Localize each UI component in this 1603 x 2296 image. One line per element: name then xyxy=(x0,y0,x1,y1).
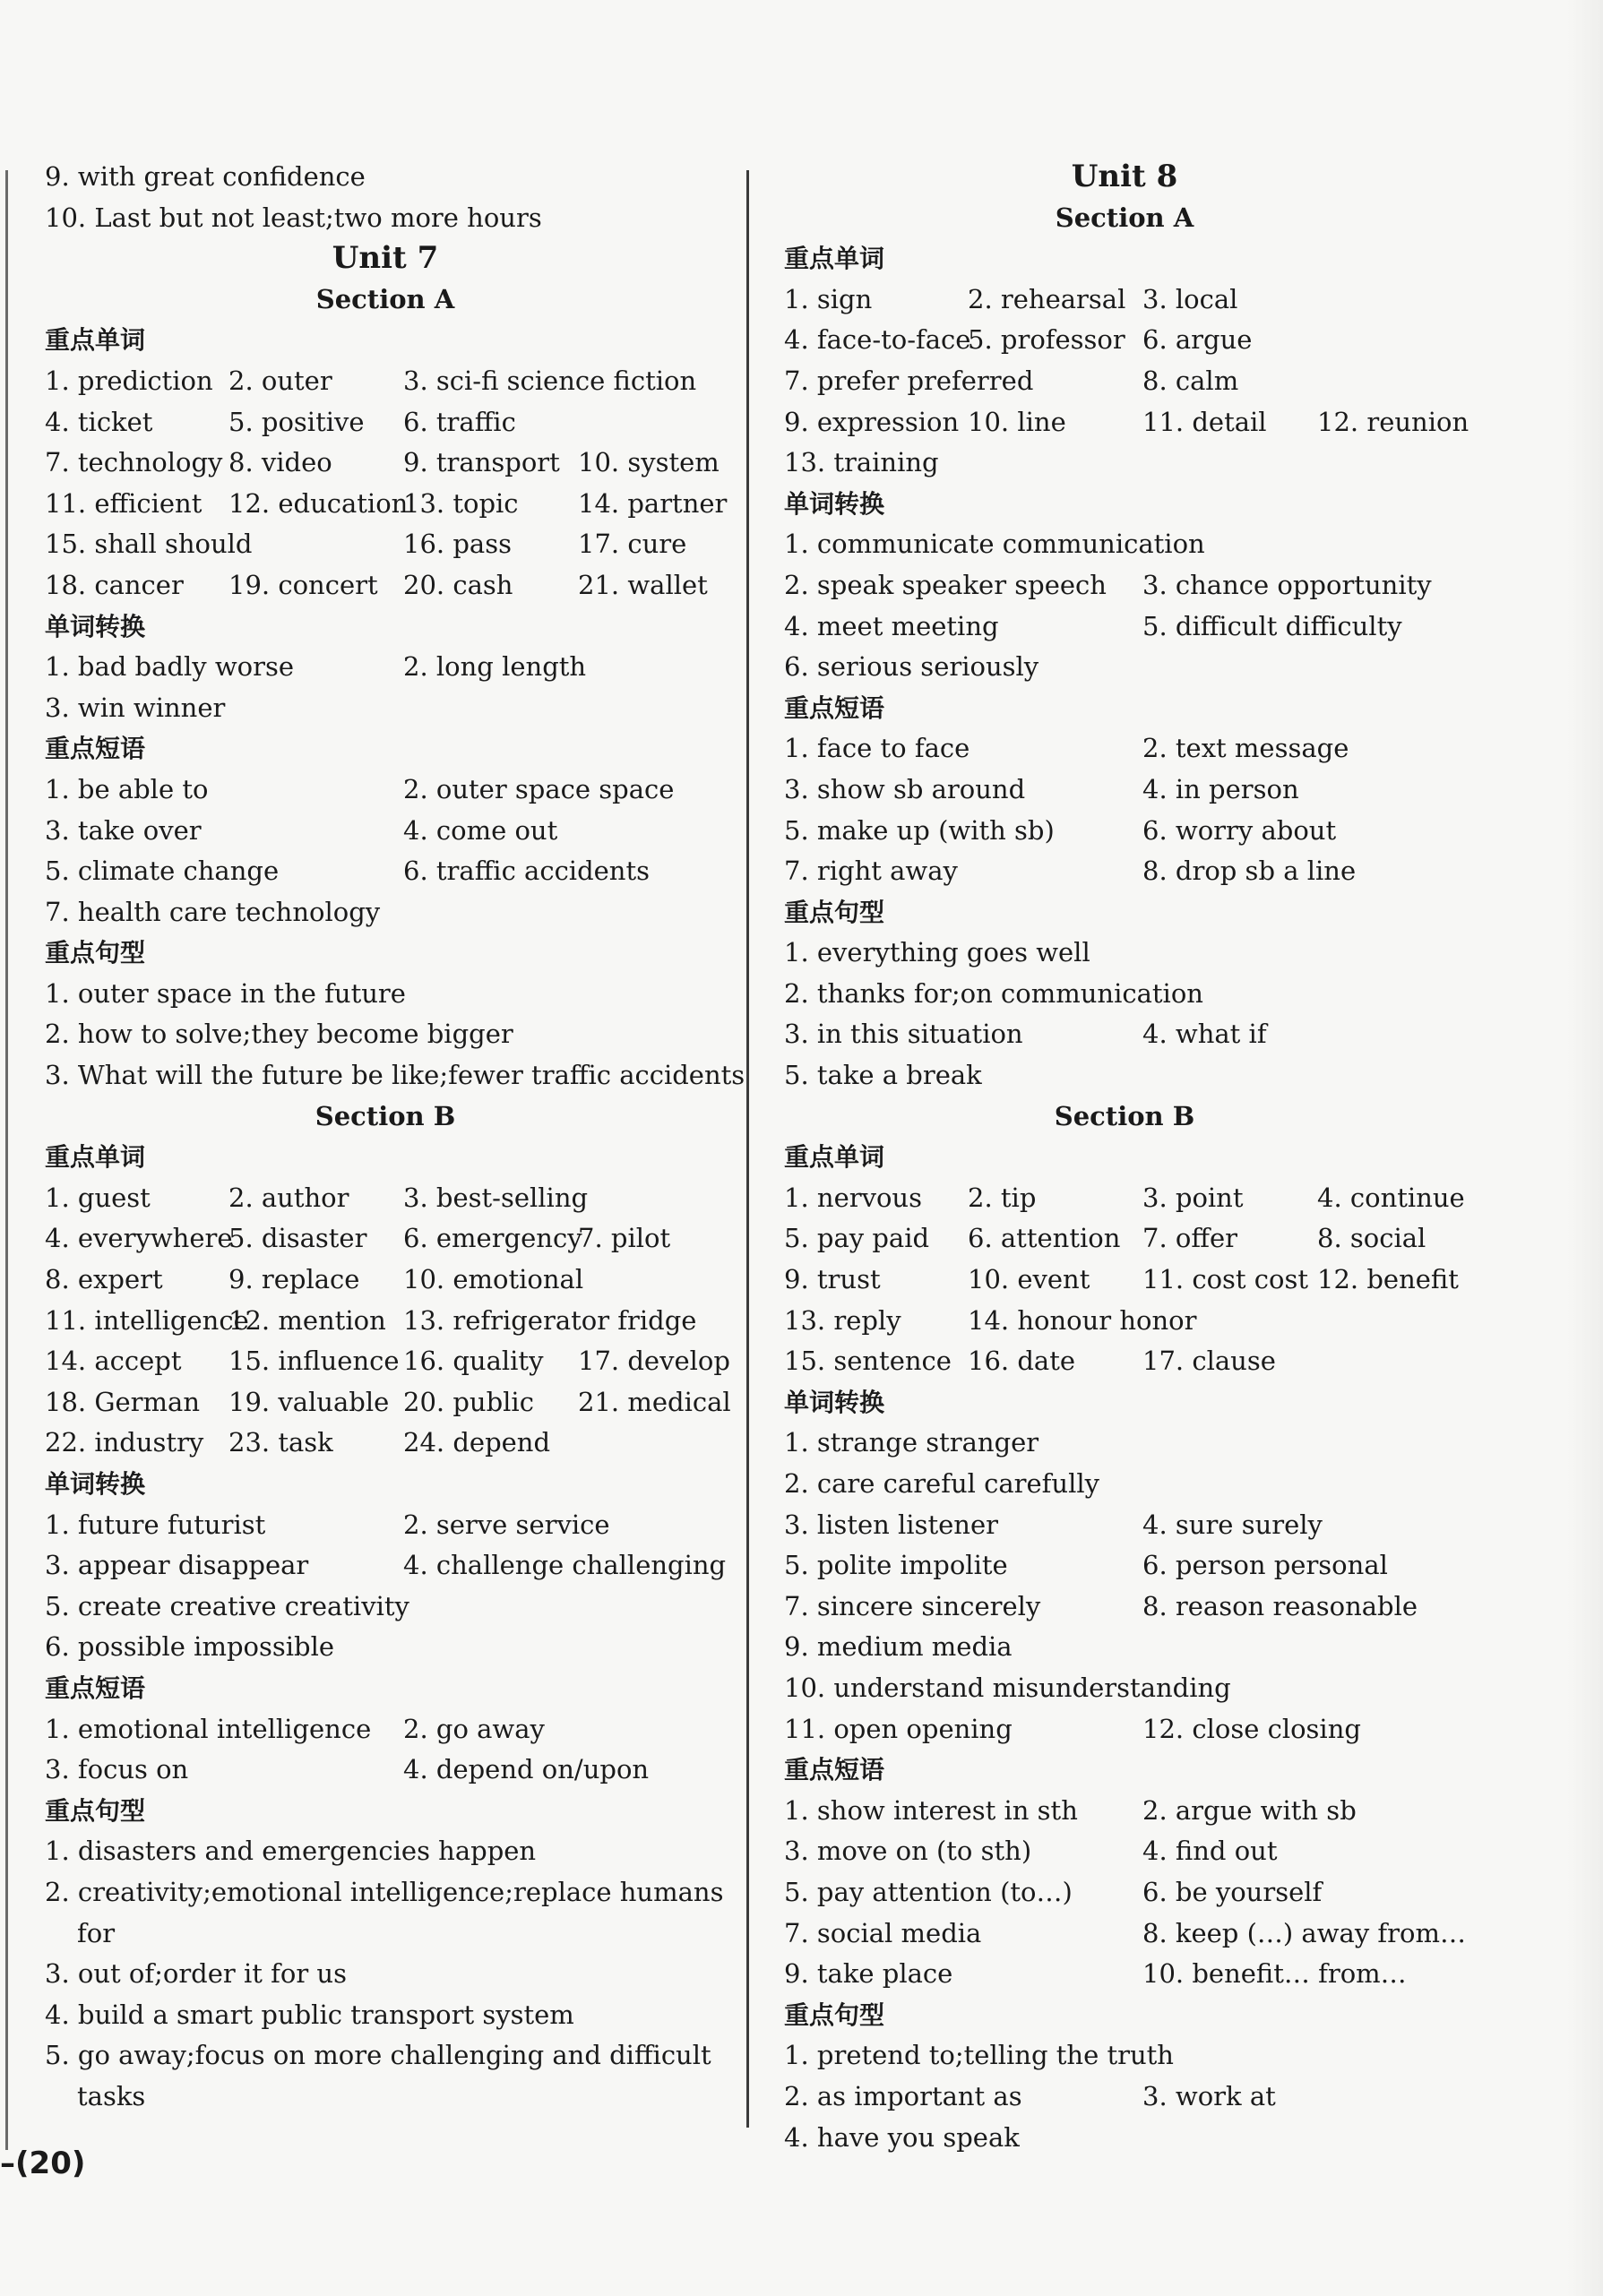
answer-line: 1. strange stranger xyxy=(784,1427,1039,1458)
left-column xyxy=(45,157,745,2118)
answer-item: 4. what if xyxy=(1142,1019,1267,1050)
answer-row xyxy=(45,1382,731,1423)
answer-item: 11. efficient xyxy=(45,487,203,519)
answer-row xyxy=(45,1301,726,1342)
answer-item: 1. show interest in sth xyxy=(784,1794,1078,1826)
answer-line: 6. serious seriously xyxy=(784,651,1039,683)
answer-item: 7. pilot xyxy=(578,1223,671,1254)
answer-item: 7. technology xyxy=(45,447,223,478)
answer-item: 3. show sb around xyxy=(784,773,1026,804)
answer-row xyxy=(45,1218,726,1260)
answer-item: 14. accept xyxy=(45,1346,182,1377)
answer-item: 2. long length xyxy=(403,651,587,683)
answer-row xyxy=(784,1709,1465,1750)
answer-item: 4. depend on/upon xyxy=(403,1754,650,1785)
answer-item: 7. social media xyxy=(784,1917,982,1948)
answer-item: 1. bad badly worse xyxy=(45,651,295,683)
answer-item: 1. face to face xyxy=(784,733,970,764)
answer-line: 1. communicate communication xyxy=(784,529,1205,560)
answer-line: 3. win winner xyxy=(45,692,226,723)
category-heading: 重点短语 xyxy=(784,1755,885,1785)
answer-row xyxy=(784,1301,1465,1342)
answer-item: 13. topic xyxy=(403,487,519,519)
answer-row xyxy=(784,1587,1465,1628)
answer-item: 2. text message xyxy=(1142,733,1349,764)
answer-line: 3. out of;order it for us xyxy=(45,1958,347,1990)
answer-item: 11. detail xyxy=(1142,406,1267,437)
answer-line-continuation: tasks xyxy=(77,2080,146,2111)
answer-item: 5. positive xyxy=(228,406,365,437)
category-heading: 重点单词 xyxy=(45,1142,146,1173)
section-title: Section B xyxy=(1054,1100,1195,1131)
answer-item: 3. local xyxy=(1142,283,1238,314)
answer-item: 11. intelligence xyxy=(45,1304,249,1336)
answer-item: 2. speak speaker speech xyxy=(784,569,1107,600)
answer-row xyxy=(784,1913,1465,1955)
answer-item: 4. everywhere xyxy=(45,1223,233,1254)
answer-item: 3. appear disappear xyxy=(45,1550,309,1581)
category-heading: 重点单词 xyxy=(45,325,146,356)
answer-line: 5. go away;focus on more challenging and difficult xyxy=(45,2040,711,2071)
answer-line: 5. take a break xyxy=(784,1060,982,1091)
answer-row xyxy=(45,1178,726,1219)
section-title: Section B xyxy=(315,1100,456,1131)
answer-line: 9. with great confidence xyxy=(45,161,366,192)
answer-row xyxy=(45,484,726,525)
answer-item: 10. emotional xyxy=(403,1264,584,1295)
answer-item: 17. cure xyxy=(578,529,687,560)
answer-item: 16. date xyxy=(968,1346,1076,1377)
answer-item: 10. line xyxy=(968,406,1066,437)
answer-row xyxy=(784,851,1465,892)
answer-item: 12. close closing xyxy=(1142,1713,1361,1744)
answer-row xyxy=(784,565,1465,606)
answer-item: 3. focus on xyxy=(45,1754,189,1785)
answer-item: 8. reason reasonable xyxy=(1142,1590,1418,1621)
answer-item: 2. outer xyxy=(228,365,332,396)
answer-item: 4. find out xyxy=(1142,1836,1278,1867)
category-heading: 重点短语 xyxy=(45,1673,146,1703)
answer-item: 6. be yourself xyxy=(1142,1876,1323,1907)
answer-item: 7. prefer preferred xyxy=(784,365,1034,396)
answer-row xyxy=(784,1831,1465,1872)
answer-row xyxy=(45,1545,726,1587)
answer-item: 2. serve service xyxy=(403,1509,610,1540)
section-title: Section A xyxy=(1055,202,1194,233)
answer-item: 2. go away xyxy=(403,1713,545,1744)
answer-item: 4. come out xyxy=(403,814,558,846)
answer-item: 1. prediction xyxy=(45,365,213,396)
category-heading: 单词转换 xyxy=(784,1387,885,1417)
answer-row xyxy=(784,279,1465,321)
answer-item: 3. move on (to sth) xyxy=(784,1836,1032,1867)
unit-title: Unit 7 xyxy=(332,240,439,277)
answer-item: 8. social xyxy=(1317,1223,1426,1254)
answer-item: 20. cash xyxy=(403,569,513,600)
answer-line: 2. thanks for;on communication xyxy=(784,977,1203,1009)
answer-item: 22. industry xyxy=(45,1427,204,1458)
answer-line: 1. pretend to;telling the truth xyxy=(784,2040,1174,2071)
answer-row xyxy=(784,1218,1465,1260)
answer-row xyxy=(784,1014,1465,1055)
answer-item: 3. work at xyxy=(1142,2080,1276,2111)
answer-item: 8. calm xyxy=(1142,365,1239,396)
answer-item: 1. future futurist xyxy=(45,1509,266,1540)
answer-line: 2. how to solve;they become bigger xyxy=(45,1019,513,1050)
answer-line: 7. health care technology xyxy=(45,896,381,927)
answer-item: 9. transport xyxy=(403,447,560,478)
answer-item: 8. keep (…) away from… xyxy=(1142,1917,1466,1948)
answer-item: 23. task xyxy=(228,1427,333,1458)
answer-item: 5. disaster xyxy=(228,1223,367,1254)
answer-item: 10. system xyxy=(578,447,720,478)
answer-item: 1. guest xyxy=(45,1182,151,1213)
category-heading: 重点句型 xyxy=(45,1795,146,1826)
answer-item: 3. sci-fi science fiction xyxy=(403,365,697,396)
answer-row xyxy=(45,647,726,688)
answer-item: 6. person personal xyxy=(1142,1550,1388,1581)
answer-item: 3. listen listener xyxy=(784,1509,998,1540)
answer-item: 21. wallet xyxy=(578,569,708,600)
answer-line: 1. outer space in the future xyxy=(45,977,406,1009)
answer-row xyxy=(784,1178,1465,1219)
answer-line: 2. creativity;emotional intelligence;replace humans xyxy=(45,1876,724,1907)
answer-item: 8. video xyxy=(228,447,332,478)
category-heading: 重点句型 xyxy=(45,938,146,968)
answer-item: 2. tip xyxy=(968,1182,1037,1213)
answer-line: 4. have you speak xyxy=(784,2121,1020,2153)
answer-item: 7. right away xyxy=(784,856,958,887)
answer-item: 2. author xyxy=(228,1182,349,1213)
answer-item: 2. as important as xyxy=(784,2080,1022,2111)
answer-item: 5. difficult difficulty xyxy=(1142,610,1402,641)
column-divider xyxy=(746,170,749,2128)
answer-line: 5. create creative creativity xyxy=(45,1590,409,1621)
answer-item: 1. sign xyxy=(784,283,873,314)
answer-item: 7. sincere sincerely xyxy=(784,1590,1041,1621)
answer-item: 6. traffic accidents xyxy=(403,856,651,887)
answer-item: 19. concert xyxy=(228,569,378,600)
answer-item: 9. replace xyxy=(228,1264,360,1295)
answer-item: 5. polite impolite xyxy=(784,1550,1008,1581)
answer-item: 5. climate change xyxy=(45,856,280,887)
answer-row xyxy=(45,1709,726,1750)
answer-item: 17. clause xyxy=(1142,1346,1276,1377)
answer-item: 2. rehearsal xyxy=(968,283,1126,314)
answer-item: 9. expression xyxy=(784,406,960,437)
answer-row xyxy=(45,1423,726,1464)
category-heading: 重点短语 xyxy=(784,692,885,723)
answer-row xyxy=(45,1341,730,1382)
answer-item: 4. challenge challenging xyxy=(403,1550,727,1581)
answer-item: 18. German xyxy=(45,1386,200,1417)
answer-row xyxy=(45,361,726,402)
answer-row xyxy=(45,770,726,811)
answer-item: 14. partner xyxy=(578,487,728,519)
answer-item: 21. medical xyxy=(578,1386,731,1417)
answer-row xyxy=(784,402,1469,443)
answer-item: 17. develop xyxy=(578,1346,730,1377)
category-heading: 重点句型 xyxy=(784,897,885,927)
answer-item: 24. depend xyxy=(403,1427,551,1458)
answer-row xyxy=(45,851,726,892)
answer-item: 14. honour honor xyxy=(968,1304,1197,1336)
answer-line: 6. possible impossible xyxy=(45,1631,335,1663)
answer-line: 1. disasters and emergencies happen xyxy=(45,1836,537,1867)
answer-item: 9. trust xyxy=(784,1264,881,1295)
section-title: Section A xyxy=(315,283,455,314)
answer-row xyxy=(784,2077,1465,2118)
right-column xyxy=(784,157,1469,2158)
answer-item: 1. emotional intelligence xyxy=(45,1713,372,1744)
answer-item: 2. argue with sb xyxy=(1142,1794,1357,1826)
answer-item: 3. point xyxy=(1142,1182,1244,1213)
answer-item: 4. ticket xyxy=(45,406,153,437)
answer-line: 13. training xyxy=(784,447,939,478)
category-heading: 重点短语 xyxy=(45,734,146,764)
answer-row xyxy=(784,1545,1465,1587)
answer-item: 8. drop sb a line xyxy=(1142,856,1357,887)
answer-item: 10. event xyxy=(968,1264,1090,1295)
answer-item: 12. education xyxy=(228,487,409,519)
answer-item: 18. cancer xyxy=(45,569,184,600)
answer-line: 4. build a smart public transport system xyxy=(45,1999,574,2030)
answer-row xyxy=(784,1872,1465,1913)
answer-row xyxy=(784,728,1465,770)
answer-line: 10. Last but not least;two more hours xyxy=(45,202,542,233)
unit-title: Unit 8 xyxy=(1071,159,1178,194)
answer-item: 4. continue xyxy=(1317,1182,1465,1213)
answer-item: 2. outer space space xyxy=(403,773,675,804)
category-heading: 单词转换 xyxy=(45,611,146,641)
answer-row xyxy=(784,1260,1465,1301)
answer-row xyxy=(45,811,726,852)
left-edge-rule xyxy=(5,170,8,2150)
answer-item: 15. sentence xyxy=(784,1346,952,1377)
answer-item: 15. shall should xyxy=(45,529,253,560)
answer-row xyxy=(784,606,1465,648)
answer-row xyxy=(45,1505,726,1546)
answer-row xyxy=(45,565,726,606)
answer-item: 6. traffic xyxy=(403,406,516,437)
answer-row xyxy=(784,811,1465,852)
answer-item: 12. mention xyxy=(228,1304,386,1336)
answer-item: 4. meet meeting xyxy=(784,610,999,641)
answer-item: 3. best-selling xyxy=(403,1182,589,1213)
answer-item: 19. valuable xyxy=(228,1386,390,1417)
answer-line-continuation: for xyxy=(77,1917,116,1948)
answer-item: 11. open opening xyxy=(784,1713,1013,1744)
answer-item: 12. reunion xyxy=(1317,406,1469,437)
answer-item: 4. face-to-face xyxy=(784,324,971,356)
answer-item: 1. nervous xyxy=(784,1182,922,1213)
answer-item: 13. refrigerator fridge xyxy=(403,1304,697,1336)
answer-item: 20. public xyxy=(403,1386,534,1417)
answer-row xyxy=(784,1341,1465,1382)
answer-item: 15. influence xyxy=(228,1346,400,1377)
category-heading: 单词转换 xyxy=(45,1469,146,1499)
answer-line: 9. medium media xyxy=(784,1631,1013,1663)
answer-line: 3. What will the future be like;fewer traffic accidents xyxy=(45,1060,745,1091)
answer-item: 13. reply xyxy=(784,1304,901,1336)
answer-item: 4. sure surely xyxy=(1142,1509,1323,1540)
answer-item: 16. pass xyxy=(403,529,512,560)
answer-row xyxy=(45,1260,726,1301)
answer-row xyxy=(784,1954,1465,1995)
answer-item: 4. in person xyxy=(1142,773,1299,804)
answer-item: 16. quality xyxy=(403,1346,544,1377)
answer-row xyxy=(784,1505,1465,1546)
answer-item: 1. be able to xyxy=(45,773,209,804)
answer-row xyxy=(784,361,1465,402)
answer-row xyxy=(45,402,726,443)
answer-line: 1. everything goes well xyxy=(784,937,1090,968)
answer-row xyxy=(45,443,726,484)
answer-item: 12. benefit xyxy=(1317,1264,1459,1295)
answer-item: 5. make up (with sb) xyxy=(784,814,1055,846)
answer-line: 2. care careful carefully xyxy=(784,1468,1100,1499)
answer-item: 6. attention xyxy=(968,1223,1121,1254)
answer-item: 5. professor xyxy=(968,324,1125,356)
category-heading: 重点句型 xyxy=(784,1999,885,2030)
answer-item: 6. argue xyxy=(1142,324,1253,356)
answer-item: 6. emergency xyxy=(403,1223,582,1254)
answer-item: 3. chance opportunity xyxy=(1142,569,1432,600)
answer-item: 3. take over xyxy=(45,814,202,846)
answer-item: 11. cost cost xyxy=(1142,1264,1309,1295)
page-number: –(20) xyxy=(0,2146,86,2181)
category-heading: 单词转换 xyxy=(784,488,885,519)
answer-row xyxy=(45,1750,726,1791)
answer-row xyxy=(784,1791,1465,1832)
answer-item: 6. worry about xyxy=(1142,814,1337,846)
page-edge-shade xyxy=(1567,0,1603,2296)
answer-item: 9. take place xyxy=(784,1958,953,1990)
answer-item: 8. expert xyxy=(45,1264,163,1295)
answer-item: 10. benefit… from… xyxy=(1142,1958,1407,1990)
answer-item: 7. offer xyxy=(1142,1223,1237,1254)
category-heading: 重点单词 xyxy=(784,1142,885,1173)
answer-row xyxy=(45,524,726,565)
answer-row xyxy=(784,770,1465,811)
answer-row xyxy=(784,320,1465,361)
answer-item: 3. in this situation xyxy=(784,1019,1023,1050)
answer-item: 5. pay paid xyxy=(784,1223,930,1254)
answer-line: 10. understand misunderstanding xyxy=(784,1672,1231,1703)
answer-item: 5. pay attention (to…) xyxy=(784,1876,1073,1907)
category-heading: 重点单词 xyxy=(784,244,885,274)
